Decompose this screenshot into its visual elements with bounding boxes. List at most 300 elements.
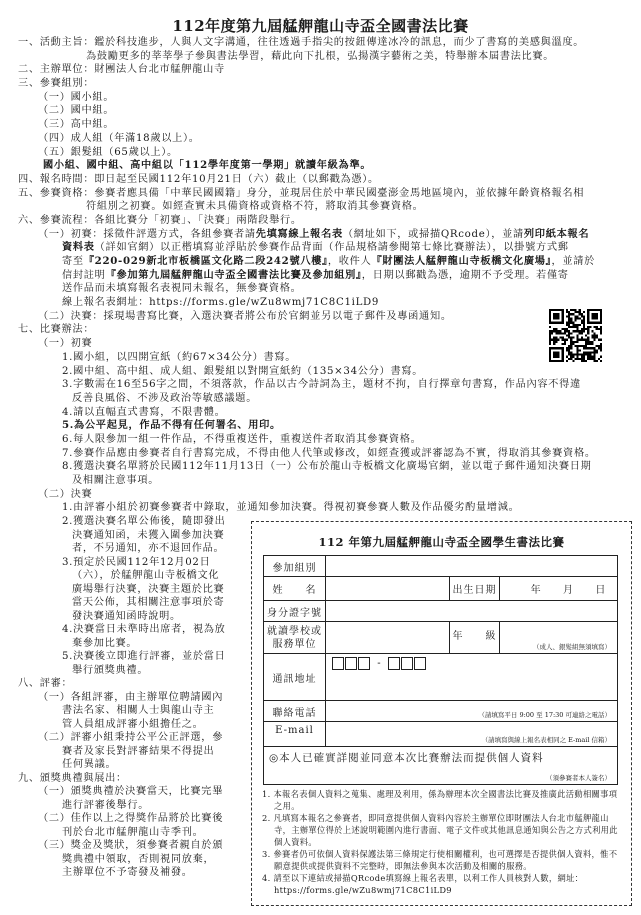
- qr-module: [579, 339, 581, 341]
- qr-module: [583, 345, 585, 347]
- qr-module: [572, 337, 574, 339]
- qr-module: [549, 330, 551, 332]
- qr-module: [581, 330, 583, 332]
- qr-code-icon[interactable]: [549, 309, 602, 362]
- phone-label: 聯絡電話: [263, 700, 326, 722]
- text-line: [0, 610, 248, 624]
- qr-module: [555, 337, 557, 339]
- qr-module: [577, 351, 579, 353]
- qr-module: [577, 345, 579, 347]
- qr-module: [549, 343, 551, 345]
- qr-module: [574, 317, 576, 319]
- address-label: 通訊地址: [263, 653, 326, 701]
- qr-module: [591, 341, 593, 343]
- qr-module: [596, 360, 598, 362]
- qr-module: [583, 326, 585, 328]
- bold-text: 『財團法人艋舺龍山寺板橋文化廣場』: [371, 255, 552, 267]
- text-line: [0, 433, 641, 447]
- qr-module: [591, 334, 593, 336]
- text: 者，不另通知，亦不退回作品。: [72, 543, 225, 554]
- text-line: [0, 146, 641, 160]
- phone-field[interactable]: [325, 700, 618, 722]
- text-line: [0, 474, 641, 488]
- qr-module: [583, 322, 585, 324]
- text-line: [0, 691, 248, 705]
- qr-module: [577, 349, 579, 351]
- text: 4.決賽當日未準時出席者，視為放: [62, 624, 226, 635]
- birth-month: 月: [562, 585, 574, 596]
- qr-module: [555, 328, 557, 330]
- qr-module: [596, 349, 598, 351]
- qr-module: [596, 334, 598, 336]
- qr-module: [564, 328, 566, 330]
- text-line: [0, 866, 248, 880]
- qr-module: [568, 345, 570, 347]
- qr-module: [598, 345, 600, 347]
- text: 發決賽通知函時說明。: [72, 610, 181, 622]
- text-line: [0, 310, 641, 324]
- text-line: [0, 501, 641, 515]
- qr-module: [600, 330, 602, 332]
- qr-module: [583, 320, 585, 322]
- qr-module: [581, 354, 583, 356]
- qr-module: [574, 324, 576, 326]
- text-line: [0, 378, 641, 392]
- bold-text: 『220-029新北市板橋區文化路二段242號八樓』: [83, 255, 328, 267]
- text: 三、參賽組別：: [18, 78, 95, 90]
- qr-module: [549, 339, 551, 341]
- text-line: [0, 826, 248, 840]
- text: 一、活動主旨：鑑於科技進步，人與人文字溝通，往往透過手指尖的按鈕傳達冰冷的訊息，而少了書寫的美感與溫度。: [18, 37, 585, 48]
- qr-module: [560, 337, 562, 339]
- qr-module: [587, 351, 589, 353]
- text-line: [0, 718, 248, 732]
- qr-module: [600, 356, 602, 358]
- qr-module: [591, 330, 593, 332]
- text-line: [0, 799, 248, 813]
- bold-text: 國小組、國中組、高中組以「112學年度第一學期」就讀年級為準。: [43, 159, 372, 172]
- qr-module: [583, 354, 585, 356]
- qr-module: [587, 326, 589, 328]
- text: 4.請以直幅直式書寫，不限書體。: [62, 406, 226, 418]
- text: （四）成人組（年滿18歲以上）。: [38, 132, 200, 144]
- id-field[interactable]: [325, 600, 618, 622]
- qr-module: [579, 354, 581, 356]
- qr-module: [574, 330, 576, 332]
- qr-module: [564, 332, 566, 334]
- qr-module: [581, 332, 583, 334]
- qr-module: [572, 360, 574, 362]
- document-title: 112年度第九屆艋舺龍山寺盃全國書法比賽: [172, 17, 469, 35]
- text: （二）國中組。: [38, 105, 115, 117]
- qr-module: [574, 311, 576, 313]
- qr-module: [570, 343, 572, 345]
- school-label-line2: 服務單位: [272, 638, 317, 650]
- qr-module: [564, 341, 566, 343]
- note-item: 3. 參賽者仍可依個人資料保護法第三條規定行使相關權利，也可選擇是否提供個人資料，惟不願意提供或提供資料不完整時，即無法參與本次活動及相關的服務。: [262, 849, 618, 871]
- qr-module: [555, 341, 557, 343]
- qr-module: [583, 339, 585, 341]
- qr-module: [591, 356, 593, 358]
- phone-hint: （請填寫平日 9:00 至 17:30 可連絡之電話）: [478, 711, 611, 719]
- qr-finder: [553, 351, 559, 357]
- qr-module: [562, 332, 564, 334]
- zip-dash: -: [377, 658, 382, 669]
- text-line: [0, 650, 248, 664]
- qr-module: [591, 343, 593, 345]
- qr-finder: [553, 313, 559, 319]
- text: 8.獲選決賽名單將於民國112年11月13日（一）公布於龍山寺板橋文化廣場官網，並以電子郵件通知決賽日期: [62, 461, 592, 473]
- zip-box[interactable]: [332, 657, 344, 670]
- qr-module: [570, 347, 572, 349]
- name-label: 姓 名: [263, 576, 326, 601]
- text-line: [0, 269, 641, 283]
- qr-module: [577, 358, 579, 360]
- text-line: [0, 351, 641, 365]
- qr-module: [551, 339, 553, 341]
- qr-module: [594, 347, 596, 349]
- qr-module: [568, 317, 570, 319]
- qr-module: [577, 326, 579, 328]
- text: 3.預定於民國112年12月02日: [62, 556, 211, 568]
- qr-module: [591, 347, 593, 349]
- qr-module: [568, 320, 570, 322]
- text-line: [0, 200, 641, 214]
- qr-module: [585, 360, 587, 362]
- zip-box[interactable]: [345, 657, 357, 670]
- name-field[interactable]: [325, 576, 450, 601]
- qr-module: [583, 315, 585, 317]
- birth-year: 年: [530, 585, 542, 596]
- text: 六、參賽流程：各組比賽分「初賽」、「決賽」兩階段舉行。: [18, 214, 302, 226]
- qr-module: [572, 322, 574, 324]
- qr-module: [594, 326, 596, 328]
- qr-module: [572, 313, 574, 315]
- qr-module: [566, 347, 568, 349]
- qr-module: [589, 354, 591, 356]
- qr-module: [577, 339, 579, 341]
- qr-module: [568, 322, 570, 324]
- qr-module: [596, 326, 598, 328]
- school-field[interactable]: [325, 621, 450, 654]
- text-line: [0, 296, 641, 310]
- qr-module: [583, 351, 585, 353]
- text-line: [0, 255, 641, 269]
- text-line: [0, 77, 641, 91]
- text: （詳如官網）以正楷填寫並浮貼於參賽作品背面（作品規格請參閱第七條比賽辦法），以掛號方式郵: [94, 242, 569, 254]
- text-line: [0, 529, 248, 543]
- qr-module: [594, 339, 596, 341]
- qr-module: [562, 343, 564, 345]
- text: 符組別之初賽。如經查實未具備資格或資格不符，將取消其參賽資格。: [86, 201, 424, 213]
- qr-module: [579, 332, 581, 334]
- text: （二）評審小組秉持公平公正評選，參: [38, 732, 224, 743]
- text: 七、比賽辦法：: [18, 324, 95, 336]
- qr-module: [598, 347, 600, 349]
- qr-module: [581, 315, 583, 317]
- text-line: [0, 745, 248, 759]
- qr-module: [566, 309, 568, 311]
- qr-module: [585, 328, 587, 330]
- qr-module: [555, 332, 557, 334]
- qr-module: [577, 356, 579, 358]
- qr-module: [574, 345, 576, 347]
- qr-module: [585, 351, 587, 353]
- birth-field[interactable]: [499, 576, 618, 601]
- qr-module: [600, 360, 602, 362]
- qr-module: [594, 360, 596, 362]
- qr-module: [596, 337, 598, 339]
- zip-box[interactable]: [414, 657, 426, 670]
- qr-module: [581, 358, 583, 360]
- qr-module: [570, 332, 572, 334]
- qr-module: [600, 345, 602, 347]
- qr-module: [585, 354, 587, 356]
- qr-module: [577, 334, 579, 336]
- text: （一）頒獎典禮於決賽當天，比賽完畢: [38, 786, 224, 797]
- zip-box[interactable]: [388, 657, 400, 670]
- text-line: [0, 159, 641, 173]
- qr-module: [594, 354, 596, 356]
- qr-module: [566, 360, 568, 362]
- qr-module: [572, 330, 574, 332]
- qr-module: [579, 311, 581, 313]
- qr-module: [596, 345, 598, 347]
- text: 當天公佈，其相關注意事項於寄: [72, 597, 225, 608]
- text: 刊於台北市艋舺龍山寺季刊。: [62, 826, 204, 838]
- text: （網址如下，或掃描QRcode），並請: [342, 228, 524, 240]
- qr-module: [577, 317, 579, 319]
- qr-module: [587, 337, 589, 339]
- text: 二、主辦單位：財團法人台北市艋舺龍山寺: [18, 64, 225, 76]
- qr-module: [598, 339, 600, 341]
- qr-module: [589, 356, 591, 358]
- text-line: [0, 596, 248, 610]
- qr-module: [577, 311, 579, 313]
- qr-module: [566, 339, 568, 341]
- email-field[interactable]: [325, 721, 618, 747]
- qr-module: [562, 339, 564, 341]
- text-line: [0, 664, 248, 678]
- qr-module: [564, 330, 566, 332]
- birth-label: 出生日期: [449, 576, 500, 601]
- qr-module: [579, 324, 581, 326]
- qr-module: [600, 343, 602, 345]
- text-line: [0, 419, 641, 433]
- text: （三）高中組。: [38, 119, 115, 131]
- qr-module: [574, 358, 576, 360]
- zip-box[interactable]: [358, 657, 370, 670]
- text: 九、頒獎典禮與展出：: [18, 772, 127, 784]
- qr-module: [579, 317, 581, 319]
- qr-module: [589, 358, 591, 360]
- qr-module: [568, 330, 570, 332]
- qr-module: [585, 345, 587, 347]
- text-line: [0, 853, 248, 867]
- text: （三）獎金及獎狀，須參賽者親自於頒: [38, 840, 224, 851]
- registration-form: [251, 521, 632, 906]
- qr-module: [581, 320, 583, 322]
- text: （二）決賽：採現場書寫比賽，入選決賽者將公布於官網並另以電子郵件及專函通知。: [38, 310, 452, 322]
- text: ，日期以郵戳為憑，逾期不予受理。若僅寄: [361, 269, 569, 281]
- text-line: [0, 63, 641, 77]
- text-line: [0, 173, 641, 187]
- consent-signature-field[interactable]: [263, 746, 618, 785]
- qr-module: [549, 326, 551, 328]
- text-line: [0, 104, 641, 118]
- qr-module: [577, 341, 579, 343]
- qr-module: [587, 343, 589, 345]
- qr-module: [568, 358, 570, 360]
- text-line: [0, 228, 641, 242]
- group-label: 參加組別: [263, 555, 326, 577]
- qr-module: [594, 351, 596, 353]
- qr-module: [581, 345, 583, 347]
- qr-module: [594, 332, 596, 334]
- qr-module: [583, 358, 585, 360]
- qr-module: [594, 337, 596, 339]
- qr-module: [585, 339, 587, 341]
- qr-module: [594, 356, 596, 358]
- qr-module: [570, 339, 572, 341]
- qr-module: [557, 332, 559, 334]
- text: （二）佳作以上之得獎作品將於比賽後: [38, 813, 224, 824]
- qr-module: [572, 343, 574, 345]
- qr-module: [568, 324, 570, 326]
- grade-field[interactable]: [499, 621, 618, 654]
- qr-module: [560, 330, 562, 332]
- qr-module: [553, 341, 555, 343]
- qr-module: [568, 315, 570, 317]
- text: （一）國小組。: [38, 91, 115, 103]
- text-line: [0, 637, 248, 651]
- text-line: [0, 241, 641, 255]
- qr-module: [583, 317, 585, 319]
- text-line: [0, 731, 248, 745]
- text-line: [0, 772, 248, 786]
- qr-module: [587, 330, 589, 332]
- qr-module: [594, 349, 596, 351]
- qr-module: [577, 330, 579, 332]
- qr-module: [591, 351, 593, 353]
- group-field[interactable]: [325, 555, 618, 577]
- text-line: [0, 323, 641, 337]
- qr-module: [572, 356, 574, 358]
- bold-text: 列印紙本報名: [523, 227, 590, 240]
- qr-module: [583, 324, 585, 326]
- qr-module: [566, 349, 568, 351]
- qr-module: [589, 341, 591, 343]
- text: 獎典禮中領取，否則視同放棄，: [62, 853, 215, 865]
- text: 信封註明: [62, 269, 106, 281]
- text: 1.由評審小組於初賽參賽者中錄取，並通知參加決賽。得視初賽參賽人數及作品優劣酌量增減。: [62, 502, 520, 514]
- text: 反善良風俗、不涉及政治等敏感議題。: [72, 392, 258, 404]
- consent-text: ◎本人已確實詳閱並同意本次比賽辦法而提供個人資料: [269, 752, 544, 764]
- qr-module: [562, 328, 564, 330]
- qr-module: [549, 334, 551, 336]
- qr-module: [568, 349, 570, 351]
- qr-module: [566, 322, 568, 324]
- text: （六），於艋舺龍山寺板橋文化: [72, 570, 220, 581]
- qr-module: [566, 330, 568, 332]
- qr-module: [572, 354, 574, 356]
- qr-module: [577, 337, 579, 339]
- text: 7.參賽作品應由參賽者自行書寫完成，不得由他人代筆或修改，如經查獲或評審認為不實，得取消其參賽資格。: [62, 447, 596, 459]
- qr-module: [570, 341, 572, 343]
- qr-module: [577, 354, 579, 356]
- form-title: 112 年第九屆艋舺龍山寺盃全國學生書法比賽: [318, 535, 565, 549]
- qr-module: [562, 337, 564, 339]
- text: （一）初賽: [38, 338, 93, 350]
- text: 五、參賽資格：參賽者應具備「中華民國國籍」身分，並現居住於中華民國臺澎金馬地區境內，並依據年齡資格報名相: [18, 187, 585, 199]
- qr-module: [574, 341, 576, 343]
- qr-module: [587, 358, 589, 360]
- qr-module: [587, 339, 589, 341]
- qr-module: [579, 330, 581, 332]
- qr-module: [589, 351, 591, 353]
- qr-module: [570, 337, 572, 339]
- qr-module: [589, 343, 591, 345]
- text: 舉行頒獎典禮。: [72, 664, 149, 676]
- qr-module: [585, 334, 587, 336]
- qr-module: [566, 328, 568, 330]
- qr-module: [579, 358, 581, 360]
- qr-module: [598, 328, 600, 330]
- qr-module: [579, 349, 581, 351]
- qr-module: [568, 351, 570, 353]
- qr-module: [557, 330, 559, 332]
- qr-module: [568, 311, 570, 313]
- qr-module: [555, 330, 557, 332]
- email-label: E-mail: [263, 721, 326, 747]
- text-line: [0, 50, 641, 64]
- text: ，並請於: [551, 256, 596, 267]
- qr-module: [587, 332, 589, 334]
- qr-module: [570, 326, 572, 328]
- text: 2.國中組、高中組、成人組、銀髮組以對開宣紙約（135×34公分）書寫。: [62, 365, 424, 377]
- text: 3.字數需在16至56字之間，不須落款，作品以古今詩詞為主，題材不拘，自行擇章句書寫，作品內容不得違: [62, 379, 581, 391]
- qr-module: [600, 328, 602, 330]
- qr-module: [596, 351, 598, 353]
- qr-module: [581, 339, 583, 341]
- text-line: [0, 515, 248, 529]
- qr-module: [600, 347, 602, 349]
- qr-module: [594, 334, 596, 336]
- qr-module: [574, 315, 576, 317]
- qr-module: [570, 356, 572, 358]
- qr-module: [583, 328, 585, 330]
- text: 1.國小組，以四開宣紙（約67×34公分）書寫。: [62, 351, 297, 363]
- qr-module: [574, 309, 576, 311]
- qr-module: [572, 326, 574, 328]
- address-field[interactable]: [325, 653, 618, 701]
- text-line: [0, 583, 248, 597]
- qr-module: [574, 326, 576, 328]
- text-line: [0, 758, 248, 772]
- zip-box[interactable]: [401, 657, 413, 670]
- note-item: 2. 凡填寫本報名之參賽者，即同意提供個人資料內容於主辦單位即財團法人台北市艋舺龍山寺，主辦單位得於上述說明範圍內進行書面、電子文件或其他訊息通知與公告之方式利用此個人資料。: [262, 813, 618, 847]
- text: 主辦單位不予寄發及補發。: [62, 867, 193, 878]
- text-line: [0, 365, 641, 379]
- text: 任何異議。: [62, 759, 117, 770]
- qr-module: [564, 343, 566, 345]
- text-line: [0, 282, 641, 296]
- qr-module: [589, 347, 591, 349]
- text: 為鼓勵更多的莘莘學子參與書法學習，藉此向下扎根，弘揚漢字藝術之美，特舉辦本屆書法比賽。: [86, 50, 555, 62]
- text: 四、報名時間：即日起至民國112年10月21日（六）截止（以郵戳為憑）。: [18, 173, 379, 185]
- qr-module: [579, 345, 581, 347]
- grade-label: 年 級: [449, 621, 500, 654]
